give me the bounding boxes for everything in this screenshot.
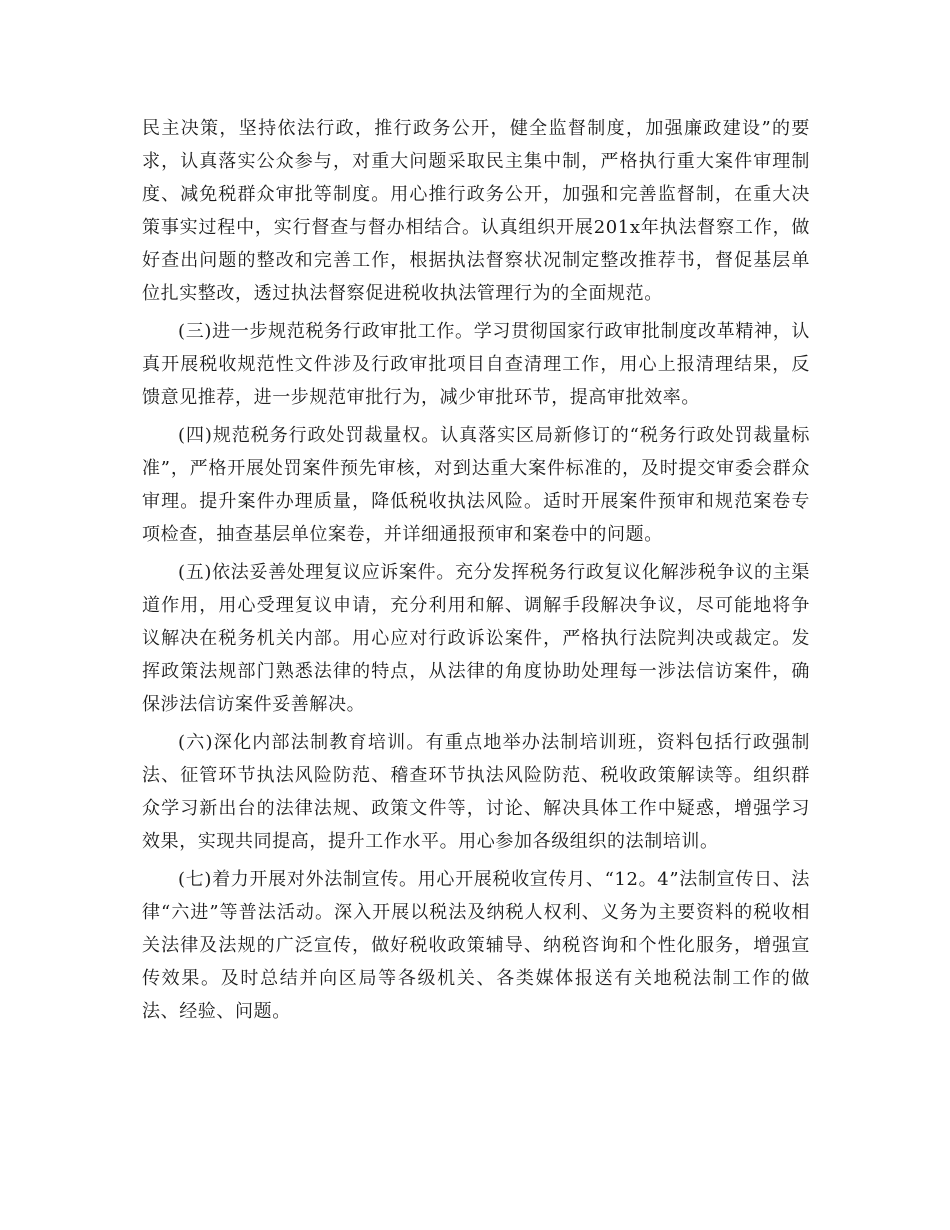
paragraph-section-3: (三)进一步规范税务行政审批工作。学习贯彻国家行政审批制度改革精神，认真开展税收规范性文件涉及行政审批项目自查清理工作，用心上报清理结果，反馈意见推荐，进一步规范审批行为，减少审批环节，提高审批效率。 <box>142 321 810 408</box>
paragraph-continuation: 民主决策，坚持依法行政，推行政务公开，健全监督制度，加强廉政建设”的要求，认真落实公众参与，对重大问题采取民主集中制，严格执行重大案件审理制度、减免税群众审批等制度。用心推行政务公开，加强和完善监督制，在重大决策事实过程中，实行督查与督办相结合。认真组织开展201x年执法督察工作，做好查出问题的整改和完善工作，根据执法督察状况制定整改推荐书，督促基层单位扎实整改，透过执法督察促进税收执法管理行为的全面规范。 <box>142 118 810 304</box>
paragraph-section-4: (四)规范税务行政处罚裁量权。认真落实区局新修订的“税务行政处罚裁量标准”，严格开展处罚案件预先审核，对到达重大案件标准的，及时提交审委会群众审理。提升案件办理质量，降低税收执法风险。适时开展案件预审和规范案卷专项检查，抽查基层单位案卷，并详细通报预审和案卷中的问题。 <box>142 425 810 545</box>
document-body <box>142 112 810 1033</box>
paragraph-section-6: (六)深化内部法制教育培训。有重点地举办法制培训班，资料包括行政强制法、征管环节执法风险防范、稽查环节执法风险防范、税收政策解读等。组织群众学习新出台的法律法规、政策文件等，讨论、解决具体工作中疑惑，增强学习效果，实现共同提高，提升工作水平。用心参加各级组织的法制培训。 <box>142 732 810 852</box>
paragraph-section-7: (七)着力开展对外法制宣传。用心开展税收宣传月、“12。4”法制宣传日、法律“六进”等普法活动。深入开展以税法及纳税人权利、义务为主要资料的税收相关法律及法规的广泛宣传，做好税收政策辅导、纳税咨询和个性化服务，增强宣传效果。及时总结并向区局等各级机关、各类媒体报送有关地税法制工作的做法、经验、问题。 <box>142 869 810 1022</box>
paragraph-section-5: (五)依法妥善处理复议应诉案件。充分发挥税务行政复议化解涉税争议的主渠道作用，用心受理复议申请，充分利用和解、调解手段解决争议，尽可能地将争议解决在税务机关内部。用心应对行政诉讼案件，严格执行法院判决或裁定。发挥政策法规部门熟悉法律的特点，从法律的角度协助处理每一涉法信访案件，确保涉法信访案件妥善解决。 <box>142 562 810 715</box>
